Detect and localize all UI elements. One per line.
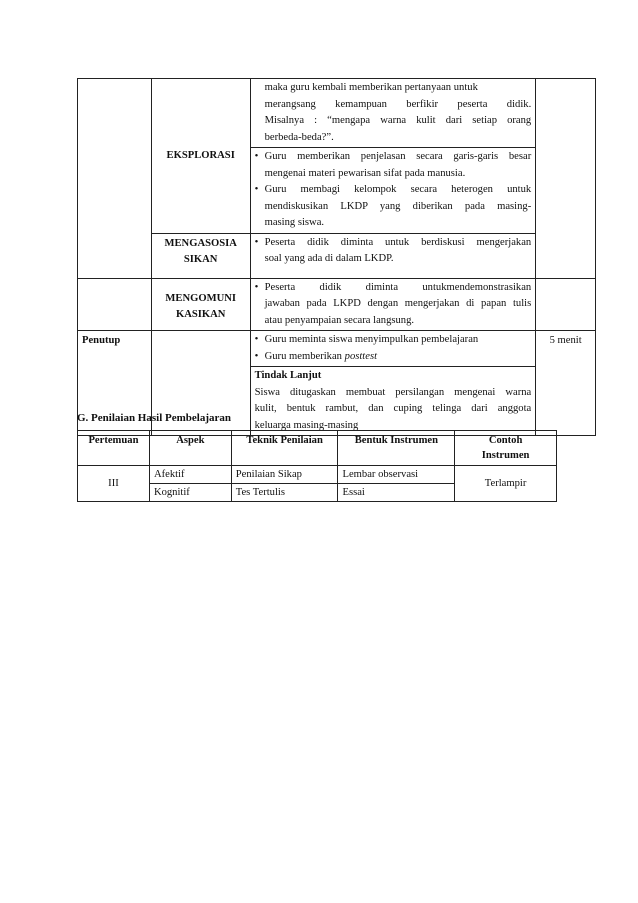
mengasosiasikan-activities xyxy=(250,233,536,278)
list-item xyxy=(255,280,532,330)
pertemuan-cell: III xyxy=(78,466,150,502)
phase-label: Penutup xyxy=(82,335,121,346)
phase-cell-empty xyxy=(78,278,152,331)
text-line: Guru memberikan xyxy=(264,350,345,362)
list-item xyxy=(255,349,532,366)
list-item xyxy=(255,332,532,349)
text-line: Misalnya : “mengapa warna kulit dari setiap orang xyxy=(264,115,532,126)
posttest-term: posttest xyxy=(344,350,378,362)
bentuk-cell: Lembar observasi xyxy=(338,466,455,484)
learning-activities-table xyxy=(77,78,596,436)
header-aspek: Aspek xyxy=(149,431,231,466)
aspect-label: KASIKAN xyxy=(175,309,226,320)
duration-cell-empty xyxy=(536,278,596,331)
aspect-mengomunikasikan xyxy=(151,278,250,331)
header-contoh-line: Instrumen xyxy=(481,450,530,461)
tindak-lanjut-cell xyxy=(250,367,536,436)
table-row xyxy=(78,466,557,484)
intro-text-cell xyxy=(250,79,536,148)
table-row xyxy=(78,79,596,148)
aspect-label: SIKAN xyxy=(183,254,218,265)
aspect-label: MENGASOSIA xyxy=(164,237,237,249)
header-pertemuan: Pertemuan xyxy=(78,431,150,466)
bullet-icon: • xyxy=(254,334,259,345)
assessment-table xyxy=(77,430,557,502)
aspect-label: MENGOMUNI xyxy=(165,292,236,304)
contoh-cell: Terlampir xyxy=(455,466,557,502)
duration-value: 5 menit xyxy=(549,335,582,346)
duration-cell-empty xyxy=(536,79,596,279)
table-row xyxy=(78,233,596,278)
bullet-icon: • xyxy=(254,236,259,248)
aspect-eksplorasi xyxy=(151,79,250,234)
table-row xyxy=(78,331,596,367)
text-line: berbeda-beda?”. xyxy=(264,131,334,143)
penutup-activities xyxy=(250,331,536,367)
text-line: kulit, bentuk rambut, dan cuping telinga dari anggota xyxy=(254,403,532,414)
bullet-icon: • xyxy=(254,350,259,362)
text-line: Peserta didik diminta untukmendemonstrasikan xyxy=(264,281,532,293)
text-line: masing siswa. xyxy=(264,217,325,228)
text-line: soal yang ada di dalam LKDP. xyxy=(264,253,394,264)
eksplorasi-activities xyxy=(250,148,536,234)
bentuk-cell: Essai xyxy=(338,484,455,502)
text-line: mengenai materi pewarisan sifat pada manusia. xyxy=(264,167,466,179)
bullet-icon: • xyxy=(254,151,259,162)
section-heading: G. Penilaian Hasil Pembelajaran xyxy=(77,412,231,424)
text-line: atau penyampaian secara langsung. xyxy=(264,314,415,326)
header-bentuk: Bentuk Instrumen xyxy=(338,431,455,466)
phase-cell-empty xyxy=(78,79,152,279)
aspek-cell: Kognitif xyxy=(149,484,231,502)
aspek-cell: Afektif xyxy=(149,466,231,484)
text-line: merangsang kemampuan berfikir peserta didik. xyxy=(264,98,532,110)
text-line: maka guru kembali memberikan pertanyaan untuk xyxy=(264,82,478,93)
teknik-cell: Tes Tertulis xyxy=(231,484,338,502)
text-line: keluarga masing-masing xyxy=(254,419,359,431)
text-line: Peserta didik diminta untuk berdiskusi mengerjakan xyxy=(264,236,532,248)
header-teknik: Teknik Penilaian xyxy=(231,431,338,466)
tindak-lanjut-title: Tindak Lanjut xyxy=(254,370,322,381)
text-line: Guru memberikan penjelasan secara garis-garis besar xyxy=(264,151,532,162)
teknik-cell: Penilaian Sikap xyxy=(231,466,338,484)
aspect-mengasosiasikan xyxy=(151,233,250,278)
list-item xyxy=(255,149,532,182)
mengomunikasikan-activities xyxy=(250,278,536,331)
table-row xyxy=(78,278,596,331)
aspect-label: EKSPLORASI xyxy=(166,149,235,161)
text-line: mendiskusikan LKDP yang diberikan pada masing- xyxy=(264,200,532,212)
duration-penutup xyxy=(536,331,596,436)
bullet-icon: • xyxy=(254,184,259,195)
table-header-row xyxy=(78,431,557,466)
text-line: Guru meminta siswa menyimpulkan pembelajaran xyxy=(264,334,479,345)
text-line: Guru membagi kelompok secara heterogen untuk xyxy=(264,184,532,195)
list-item xyxy=(255,235,532,268)
header-contoh xyxy=(455,431,557,466)
text-line: jawaban pada LKPD dengan mengerjakan di papan tulis xyxy=(264,298,532,309)
header-contoh-line: Contoh xyxy=(488,435,523,446)
text-line: Siswa ditugaskan membuat persilangan mengenai warna xyxy=(254,386,532,398)
list-item xyxy=(255,182,532,232)
bullet-icon: • xyxy=(254,281,259,293)
